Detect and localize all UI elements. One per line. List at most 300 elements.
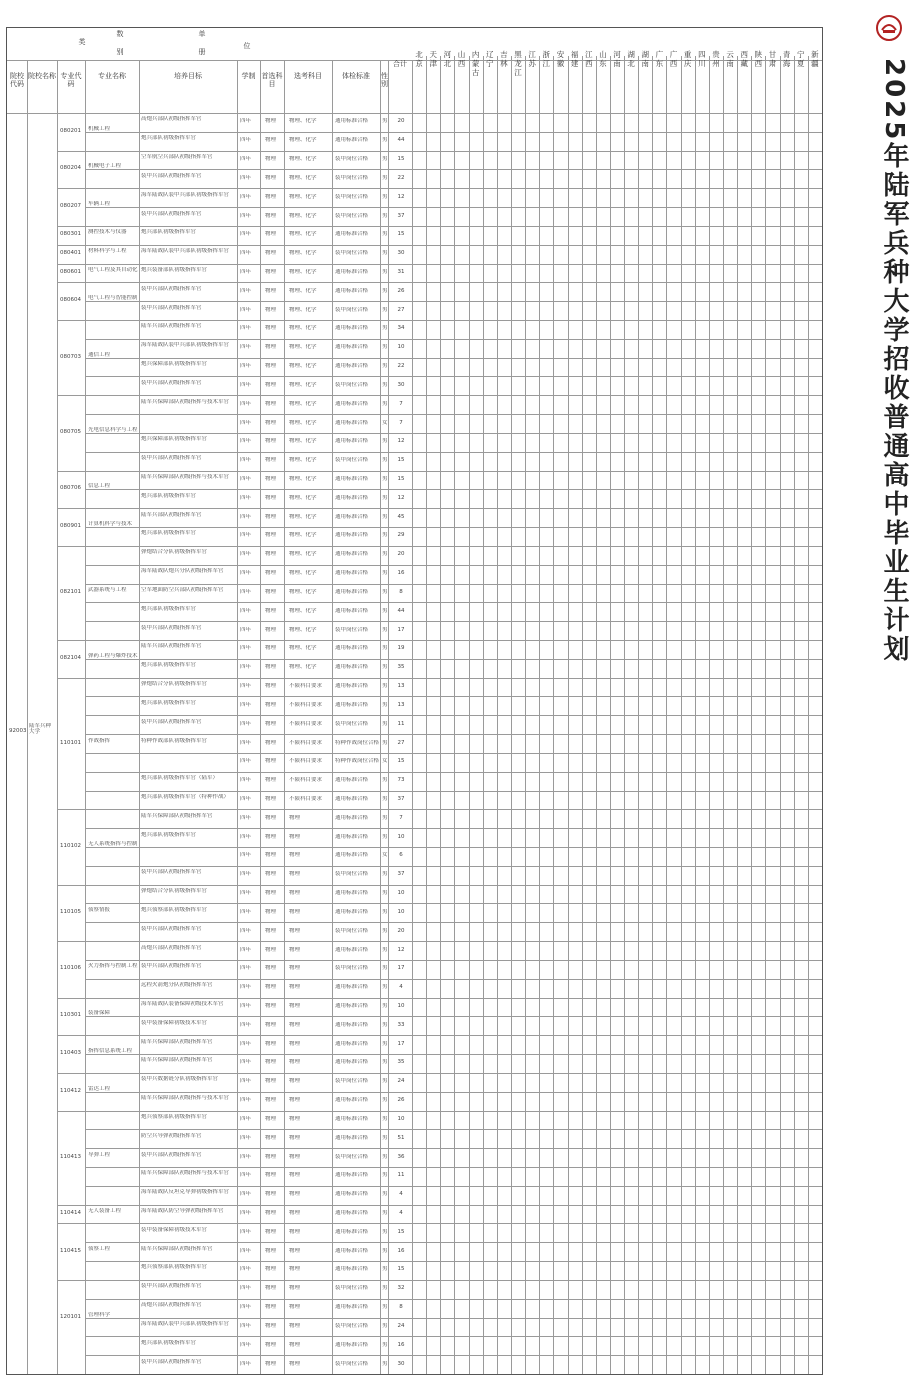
gender: 男 [382,890,388,897]
training-goal: 装甲兵部队初级指挥军官 [141,172,202,179]
elective-subject: 物理 [289,1360,301,1367]
elective-subject: 物理、化学 [289,344,317,351]
training-goal: 炮兵部队初级指挥军官 [141,1339,197,1346]
first-subject: 物理 [265,984,277,991]
duration: 四年 [240,1247,252,1254]
major-code: 110301 [60,1012,81,1019]
gender: 男 [382,664,388,671]
duration: 四年 [240,1210,252,1217]
physical-standard: 装甲岗位合格 [335,626,369,633]
training-goal: 炮兵部队初级指挥军官 [141,699,197,706]
physical-standard: 通用标准合格 [335,833,369,840]
first-subject: 物理 [265,457,277,464]
first-subject: 物理 [265,645,277,652]
total-count: 33 [397,1021,405,1028]
training-goal: 空军航空兵部队初级指挥军官 [141,154,213,161]
gender: 女 [382,419,388,426]
duration: 四年 [240,720,252,727]
major-code: 110414 [60,1210,81,1217]
total-count: 16 [397,1341,405,1348]
first-subject: 物理 [265,890,277,897]
duration: 四年 [240,250,252,257]
gender: 男 [382,720,388,727]
first-subject: 物理 [265,287,277,294]
header-training-goal: 培养目标 [174,72,202,80]
duration: 四年 [240,777,252,784]
training-goal: 海军陆战队炮兵分队初级指挥军官 [141,568,224,575]
elective-subject: 物理 [289,1191,301,1198]
first-subject: 物理 [265,852,277,859]
training-goal: 海军陆战队反坦克导弹初级指挥军官 [141,1189,230,1196]
total-count: 11 [397,1172,405,1179]
physical-standard: 装甲岗位合格 [335,156,369,163]
major-name: 机械工程 [88,125,111,132]
elective-subject: 物理、化学 [289,513,317,520]
province-header: 甘 肃 [768,50,777,68]
province-header: 浙 江 [542,50,551,68]
province-header: 福 建 [570,50,579,68]
total-count: 16 [397,570,405,577]
physical-standard: 装甲岗位合格 [335,306,369,313]
elective-subject: 物理、化学 [289,532,317,539]
major-name: 指挥信息系统工程 [88,1048,133,1055]
province-divider [794,56,795,1374]
elective-subject: 不限科目要求 [289,758,323,765]
duration: 四年 [240,871,252,878]
major-code: 082101 [60,588,81,595]
duration: 四年 [240,626,252,633]
gender: 男 [382,1115,388,1122]
first-subject: 物理 [265,532,277,539]
total-count: 45 [397,513,405,520]
header-total: 合计 [393,60,407,68]
duration: 四年 [240,1285,252,1292]
training-goal: 炮兵部队初级指挥军官 [141,135,197,142]
training-goal: 海军陆战队装甲兵部队初级指挥军官 [141,342,230,349]
physical-standard: 通用标准合格 [335,513,369,520]
gender: 男 [382,1285,388,1292]
training-goal: 陆军兵保障部队初级指挥与技术军官 [141,474,230,480]
province-divider [511,56,512,1374]
gender: 男 [382,513,388,520]
province-header: 重 庆 [683,50,692,68]
first-subject: 物理 [265,1134,277,1141]
province-divider [469,56,470,1374]
elective-subject: 物理、化学 [289,400,317,407]
major-code: 110415 [60,1247,81,1254]
physical-standard: 通用标准合格 [335,325,369,332]
first-subject: 物理 [265,795,277,802]
elective-subject: 物理、化学 [289,457,317,464]
physical-standard: 通用标准合格 [335,814,369,821]
province-header: 山 西 [457,50,466,68]
physical-standard: 通用标准合格 [335,1172,369,1179]
physical-standard: 通用标准合格 [335,588,369,595]
duration: 四年 [240,1228,252,1235]
major-divider [57,809,85,810]
major-code: 080601 [60,268,81,275]
physical-standard: 装甲岗位合格 [335,212,369,219]
training-goal: 炮兵部队初级指挥军官 [141,831,197,838]
duration: 四年 [240,1322,252,1329]
first-subject: 物理 [265,438,277,445]
duration: 四年 [240,494,252,501]
elective-subject: 不限科目要求 [289,683,323,690]
training-goal: 空军地面防空兵部队初级指挥军官 [141,586,224,593]
first-subject: 物理 [265,1002,277,1009]
total-count: 7 [399,814,403,821]
province-header: 辽 宁 [486,50,494,68]
duration: 四年 [240,306,252,313]
physical-standard: 通用标准合格 [335,645,369,652]
major-name: 无人系统指挥与控制 [88,841,138,847]
gender: 男 [382,118,388,125]
gender: 男 [382,795,388,802]
training-goal: 炮兵保障部队初级指挥军官 [141,361,208,368]
training-goal: 远程火箭炮分队初级指挥军官 [141,982,213,989]
duration: 四年 [240,419,252,426]
first-subject: 物理 [265,476,277,482]
major-name: 材料科学与工程 [88,248,127,255]
total-count: 7 [399,419,403,426]
province-divider [454,56,455,1374]
duration: 四年 [240,814,252,821]
elective-subject: 物理 [289,1285,301,1292]
column-divider [380,60,381,1374]
gender: 男 [382,438,388,445]
first-subject: 物理 [265,1228,277,1235]
duration: 四年 [240,645,252,652]
gender: 男 [382,400,388,407]
major-name: 信息工程 [88,483,111,490]
duration: 四年 [240,758,252,765]
first-subject: 物理 [265,137,277,144]
province-divider [553,56,554,1374]
physical-standard: 通用标准合格 [335,1134,369,1141]
major-name: 武器系统与工程 [88,586,127,593]
physical-standard: 装甲岗位合格 [335,457,369,464]
major-code: 110403 [60,1050,81,1057]
header-major-name: 专业名称 [98,72,126,80]
header-category-char: 别 [116,48,124,56]
total-count: 10 [397,344,405,351]
duration: 四年 [240,1021,252,1028]
duration: 四年 [240,946,252,953]
gender: 男 [382,965,388,972]
major-name: 电气工程与智能控制 [88,295,138,302]
duration: 四年 [240,193,252,200]
header-category-char: 数 [116,30,124,38]
gender: 男 [382,1210,388,1217]
physical-standard: 通用标准合格 [335,1304,369,1311]
total-count: 8 [399,1304,403,1311]
total-count: 32 [397,1285,405,1292]
total-count: 30 [397,381,405,388]
physical-standard: 通用标准合格 [335,852,369,859]
training-goal: 海军陆战队装甲兵部队初级指挥军官 [141,248,230,255]
gender: 男 [382,701,388,708]
training-goal: 装甲兵部队初级指挥军官 [141,1151,202,1158]
header-school-code: 院校代码 [10,72,24,89]
total-count: 44 [397,607,405,614]
elective-subject: 物理 [289,1210,301,1217]
province-header: 黑 龙 江 [514,50,522,77]
major-divider [57,188,85,189]
first-subject: 物理 [265,513,277,520]
gender: 男 [382,777,388,784]
province-divider [780,56,781,1374]
major-divider [57,151,85,152]
elective-subject: 物理、化学 [289,174,317,181]
physical-standard: 装甲岗位合格 [335,1360,369,1367]
physical-standard: 通用标准合格 [335,1059,369,1066]
elective-subject: 物理、化学 [289,607,317,614]
gender: 男 [382,1360,388,1367]
physical-standard: 通用标准合格 [335,570,369,577]
elective-subject: 物理、化学 [289,664,317,671]
total-count: 37 [397,212,405,219]
training-goal: 弹炮结合分队初级指挥军官 [141,681,208,688]
total-count: 22 [397,363,405,370]
title-text: 2025年陆军兵种大学招收普通高中毕业生计划 [879,58,909,665]
elective-subject: 物理、化学 [289,325,317,332]
header-elective-subject: 选考科目 [294,72,322,80]
elective-subject: 不限科目要求 [289,720,323,727]
physical-standard: 通用标准合格 [335,419,369,426]
gender: 男 [382,1172,388,1179]
physical-standard: 通用标准合格 [335,137,369,144]
gender: 男 [382,588,388,595]
physical-standard: 通用标准合格 [335,118,369,125]
first-subject: 物理 [265,1304,277,1311]
duration: 四年 [240,476,252,482]
first-subject: 物理 [265,701,277,708]
training-goal: 高炮兵部队初级指挥军官 [141,116,202,123]
physical-standard: 装甲岗位合格 [335,871,369,878]
column-divider [412,60,413,1374]
elective-subject: 物理、化学 [289,570,317,577]
gender: 男 [382,1078,388,1085]
gender: 男 [382,570,388,577]
first-subject: 物理 [265,231,277,238]
duration: 四年 [240,551,252,558]
training-goal: 装甲兵部队初级指挥军官 [141,455,202,462]
training-goal: 装甲兵部队初级指挥军官 [141,624,202,631]
training-goal: 装甲装备保障初级技术军官 [141,1019,208,1026]
duration: 四年 [240,984,252,991]
province-divider [483,56,484,1374]
training-goal: 特种作战部队初级指挥军官 [141,737,208,744]
first-subject: 物理 [265,268,277,275]
first-subject: 物理 [265,306,277,313]
training-goal: 陆军兵保障部队初级指挥与技术军官 [141,1170,230,1177]
physical-standard: 通用标准合格 [335,532,369,539]
major-name: 雷达工程 [88,1085,111,1092]
first-subject: 物理 [265,363,277,370]
gender: 男 [382,927,388,934]
total-count: 10 [397,1002,405,1009]
training-goal: 装甲兵部队初级指挥军官 [141,1283,202,1290]
physical-standard: 装甲岗位合格 [335,965,369,972]
province-divider [440,56,441,1374]
header-school-name: 院校名称 [28,72,56,80]
major-code: 110101 [60,739,81,746]
province-header: 西 藏 [740,50,748,68]
province-divider [624,56,625,1374]
training-goal: 炮兵部队初级指挥军官 [141,229,197,236]
major-name: 车辆工程 [88,201,111,208]
major-divider [57,941,85,942]
gender: 男 [382,1059,388,1066]
duration: 四年 [240,268,252,275]
elective-subject: 物理、化学 [289,306,317,313]
first-subject: 物理 [265,193,277,200]
total-count: 10 [397,1115,405,1122]
province-header: 江 西 [584,50,593,68]
gender: 男 [382,306,388,313]
elective-subject: 物理 [289,946,301,953]
first-subject: 物理 [265,494,277,501]
gender: 男 [382,363,388,370]
header-bottom-line [7,113,822,114]
physical-standard: 装甲岗位合格 [335,1285,369,1292]
training-goal: 炮兵部队初级指挥军官 [141,605,197,612]
training-goal: 陆军兵保障部队初级指挥与技术军官 [141,398,230,405]
total-count: 10 [397,908,405,915]
first-subject: 物理 [265,1210,277,1217]
header-category-char: 位 [243,42,251,50]
major-name: 机械电子工程 [88,163,122,170]
training-goal: 陆军兵保障部队初级指挥军官 [141,1057,213,1064]
first-subject: 物理 [265,946,277,953]
total-count: 24 [397,1078,405,1085]
training-goal: 装甲兵部队初级指挥军官 [141,925,202,932]
gender: 男 [382,1021,388,1028]
total-count: 22 [397,174,405,181]
gender: 男 [382,1002,388,1009]
gender: 男 [382,174,388,181]
total-count: 37 [397,871,405,878]
gender: 男 [382,193,388,200]
total-count: 44 [397,137,405,144]
total-count: 27 [397,739,405,746]
total-count: 35 [397,1059,405,1066]
elective-subject: 物理 [289,852,301,859]
elective-subject: 物理 [289,1134,301,1141]
province-divider [666,56,667,1374]
gender: 男 [382,494,388,501]
province-header: 广 西 [669,50,678,68]
column-divider [139,60,140,1374]
gender: 男 [382,871,388,878]
total-count: 13 [397,683,405,690]
duration: 四年 [240,1341,252,1348]
gender: 男 [382,325,388,332]
gender: 男 [382,212,388,219]
first-subject: 物理 [265,1021,277,1028]
elective-subject: 物理 [289,871,301,878]
physical-standard: 通用标准合格 [335,344,369,351]
major-divider [57,1073,85,1074]
first-subject: 物理 [265,570,277,577]
duration: 四年 [240,1059,252,1066]
physical-standard: 装甲岗位合格 [335,720,369,727]
gender: 男 [382,1322,388,1329]
total-count: 37 [397,795,405,802]
column-divider [388,60,389,1374]
gender: 男 [382,137,388,144]
training-goal: 炮兵部队初级指挥军官 [141,492,197,499]
physical-standard: 通用标准合格 [335,607,369,614]
training-goal: 陆军兵保障部队初级指挥军官 [141,812,213,819]
major-code: 080204 [60,165,81,172]
physical-standard: 装甲岗位合格 [335,1078,369,1085]
province-header: 宁 夏 [797,50,805,68]
elective-subject: 物理、化学 [289,476,317,482]
physical-standard: 通用标准合格 [335,683,369,690]
emblem-icon [875,14,903,42]
gender: 男 [382,908,388,915]
admission-plan-table [6,27,823,1375]
total-count: 17 [397,965,405,972]
first-subject: 物理 [265,1322,277,1329]
first-subject: 物理 [265,1341,277,1348]
total-count: 15 [397,476,405,482]
elective-subject: 不限科目要求 [289,739,323,746]
major-code: 120101 [60,1313,81,1320]
training-goal: 装甲兵部队初级指挥军官 [141,285,202,292]
training-goal: 高炮兵部队初级指挥军官 [141,1302,202,1309]
total-count: 20 [397,927,405,934]
physical-standard: 通用标准合格 [335,1115,369,1122]
elective-subject: 物理 [289,1040,301,1047]
major-name: 通信工程 [88,351,111,358]
province-divider [568,56,569,1374]
gender: 男 [382,1247,388,1254]
training-goal: 陆军兵保障部队初级指挥军官 [141,1038,213,1045]
training-goal: 装甲兵部队初级指挥军官 [141,210,202,217]
major-divider [57,998,85,999]
training-goal: 炮兵部队初级指挥军官 [141,530,197,537]
gender: 男 [382,381,388,388]
province-divider [681,56,682,1374]
gender: 男 [382,1040,388,1047]
elective-subject: 物理、化学 [289,419,317,426]
training-goal: 陆军兵保障部队初级指挥军官 [141,1245,213,1252]
major-divider [57,885,85,886]
first-subject: 物理 [265,250,277,257]
training-goal: 炮兵侦察部队初级指挥军官 [141,906,208,913]
first-subject: 物理 [265,1191,277,1198]
training-goal: 炮兵部队初级指挥军官（陆军） [141,775,219,782]
physical-standard: 通用标准合格 [335,795,369,802]
physical-standard: 装甲岗位合格 [335,193,369,200]
header-major-code: 专业代码 [60,72,82,89]
physical-standard: 通用标准合格 [335,438,369,445]
major-code: 080301 [60,231,81,238]
training-goal: 装甲装备保障初级技术军官 [141,1226,208,1233]
elective-subject: 物理 [289,1247,301,1254]
first-subject: 物理 [265,588,277,595]
major-divider [57,395,85,396]
province-header: 贵 州 [712,50,720,68]
gender: 女 [382,758,388,765]
gender: 男 [382,626,388,633]
first-subject: 物理 [265,118,277,125]
elective-subject: 物理 [289,1097,301,1104]
training-goal: 装甲兵部队初级指挥军官 [141,963,202,970]
province-header: 新 疆 [811,50,819,68]
